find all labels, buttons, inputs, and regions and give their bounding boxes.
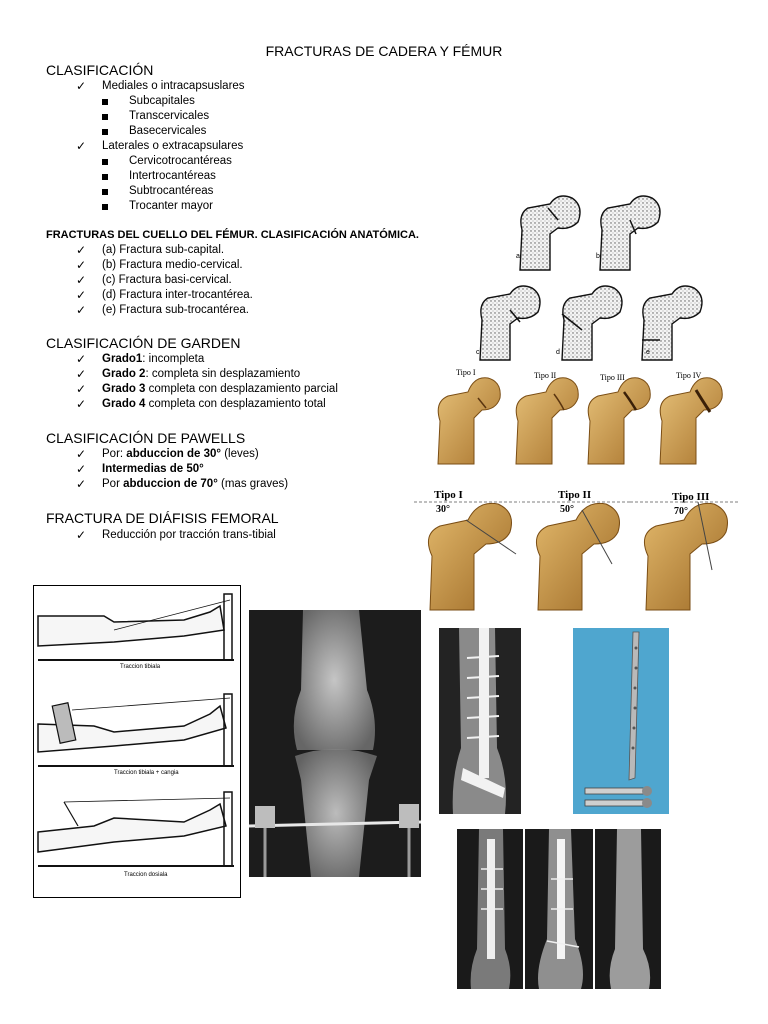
traction-leg-2 (38, 694, 234, 766)
check-icon: ✓ (76, 273, 87, 287)
pawells-list (76, 447, 288, 492)
list-item: Subtrocantéreas (102, 184, 232, 199)
check-icon: ✓ (76, 79, 87, 93)
femur-sketch-b (600, 196, 660, 270)
traction-caption: Traccion dosiala (124, 872, 168, 878)
pawells-type-label: Tipo I (434, 489, 463, 501)
garden-type-label: Tipo I (456, 368, 476, 377)
check-icon: ✓ (76, 303, 87, 317)
femur-plate-xray-figure (439, 628, 521, 814)
femur-xray-series-figure (457, 829, 661, 989)
garden-list (76, 352, 338, 412)
list-item: Cervicotrocantéreas (102, 154, 232, 169)
page-title: FRACTURAS DE CADERA Y FÉMUR (265, 43, 503, 59)
traction-leg-3 (38, 792, 234, 866)
list-item: ✓ Laterales o extracapsulares (76, 139, 244, 153)
femur-sketch-d (562, 286, 622, 360)
femur-sketch-a (520, 196, 580, 270)
pawells-types-figure (412, 484, 742, 612)
list-item: ✓ Grado 2: completa sin desplazamiento (76, 367, 301, 381)
femur-sketch-c (480, 286, 540, 360)
traction-diagrams-figure (33, 585, 241, 898)
pawells-angle-label: 70° (674, 506, 688, 517)
check-icon: ✓ (76, 528, 87, 542)
heading-diafisis: FRACTURA DE DIÁFISIS FEMORAL (46, 510, 279, 526)
list-item: Trocanter mayor (102, 199, 232, 214)
list-item: ✓ (a) Fractura sub-capital. (76, 243, 225, 257)
knee-xray-figure (249, 610, 421, 877)
traction-caption: Traccion tibiala + cangia (114, 770, 179, 776)
list-item: ✓ (d) Fractura inter-trocantérea. (76, 288, 253, 302)
list-item: ✓ Mediales o intracapsuslares (76, 79, 245, 93)
check-icon: ✓ (76, 139, 87, 153)
femur-sketch-e (642, 286, 702, 360)
figure-letter: e (646, 349, 650, 356)
clasificacion-list-2 (76, 139, 243, 154)
check-icon: ✓ (76, 367, 87, 381)
heading-garden: CLASIFICACIÓN DE GARDEN (46, 335, 241, 351)
heading-cuello-femur: FRACTURAS DEL CUELLO DEL FÉMUR. CLASIFICACIÓN ANATÓMICA. (46, 229, 419, 241)
traction-caption: Traccion tibiala (120, 664, 161, 670)
check-icon: ✓ (76, 288, 87, 302)
figure-letter: b (596, 253, 600, 260)
list-item: Subcapitales (102, 94, 209, 109)
femur-garden-4 (660, 378, 722, 464)
list-item: ✓ Grado 4 completa con desplazamiento total (76, 397, 326, 411)
list-item: ✓ (b) Fractura medio-cervical. (76, 258, 243, 272)
garden-type-label: Tipo IV (676, 371, 702, 380)
check-icon: ✓ (76, 462, 87, 476)
garden-types-figure (430, 366, 730, 466)
check-icon: ✓ (76, 382, 87, 396)
traction-leg-1 (38, 594, 234, 660)
list-item: Intertrocantéreas (102, 169, 232, 184)
list-item: ✓ Por: abduccion de 30° (leves) (76, 447, 259, 461)
heading-clasificacion: CLASIFICACIÓN (46, 62, 154, 78)
list-item: ✓ Grado 3 completa con desplazamiento parcial (76, 382, 338, 396)
plate-photo-figure (573, 628, 669, 814)
list-item: Transcervicales (102, 109, 209, 124)
square-bullet-icon (102, 159, 108, 165)
pawells-type-label: Tipo III (672, 491, 710, 503)
pawells-type-label: Tipo II (558, 489, 592, 501)
square-bullet-icon (102, 99, 108, 105)
femur-pawells-2 (536, 503, 619, 610)
square-bullet-icon (102, 174, 108, 180)
sublist-mediales (102, 94, 209, 139)
list-item: ✓ Intermedias de 50° (76, 462, 204, 476)
square-bullet-icon (102, 114, 108, 120)
heading-pawells: CLASIFICACIÓN DE PAWELLS (46, 430, 246, 446)
list-item: ✓ Por abduccion de 70° (mas graves) (76, 477, 289, 491)
check-icon: ✓ (76, 447, 87, 461)
figure-letter: c (476, 349, 480, 356)
femur-pawells-3 (644, 503, 727, 610)
anatomic-classification-figure (470, 190, 710, 368)
list-item: ✓ Reducción por tracción trans-tibial (76, 528, 276, 542)
figure-letter: a (516, 253, 520, 260)
square-bullet-icon (102, 129, 108, 135)
square-bullet-icon (102, 189, 108, 195)
pawells-angle-label: 30° (436, 504, 450, 515)
cuello-list (76, 243, 253, 318)
pawells-angle-label: 50° (560, 504, 574, 515)
femur-garden-3 (588, 378, 650, 464)
figure-letter: d (556, 349, 560, 356)
femur-garden-1 (438, 378, 500, 464)
list-item: ✓ (c) Fractura basi-cervical. (76, 273, 232, 287)
garden-type-label: Tipo III (600, 373, 625, 382)
check-icon: ✓ (76, 397, 87, 411)
check-icon: ✓ (76, 243, 87, 257)
check-icon: ✓ (76, 258, 87, 272)
femur-pawells-1 (428, 503, 511, 610)
square-bullet-icon (102, 204, 108, 210)
diafisis-list (76, 528, 276, 543)
check-icon: ✓ (76, 352, 87, 366)
list-item: ✓ Grado1: incompleta (76, 352, 205, 366)
garden-type-label: Tipo II (534, 371, 557, 380)
sublist-laterales (102, 154, 232, 214)
clasificacion-list (76, 79, 245, 94)
check-icon: ✓ (76, 477, 87, 491)
femur-garden-2 (516, 378, 578, 464)
list-item: Basecervicales (102, 124, 209, 139)
list-item: ✓ (e) Fractura sub-trocantérea. (76, 303, 250, 317)
